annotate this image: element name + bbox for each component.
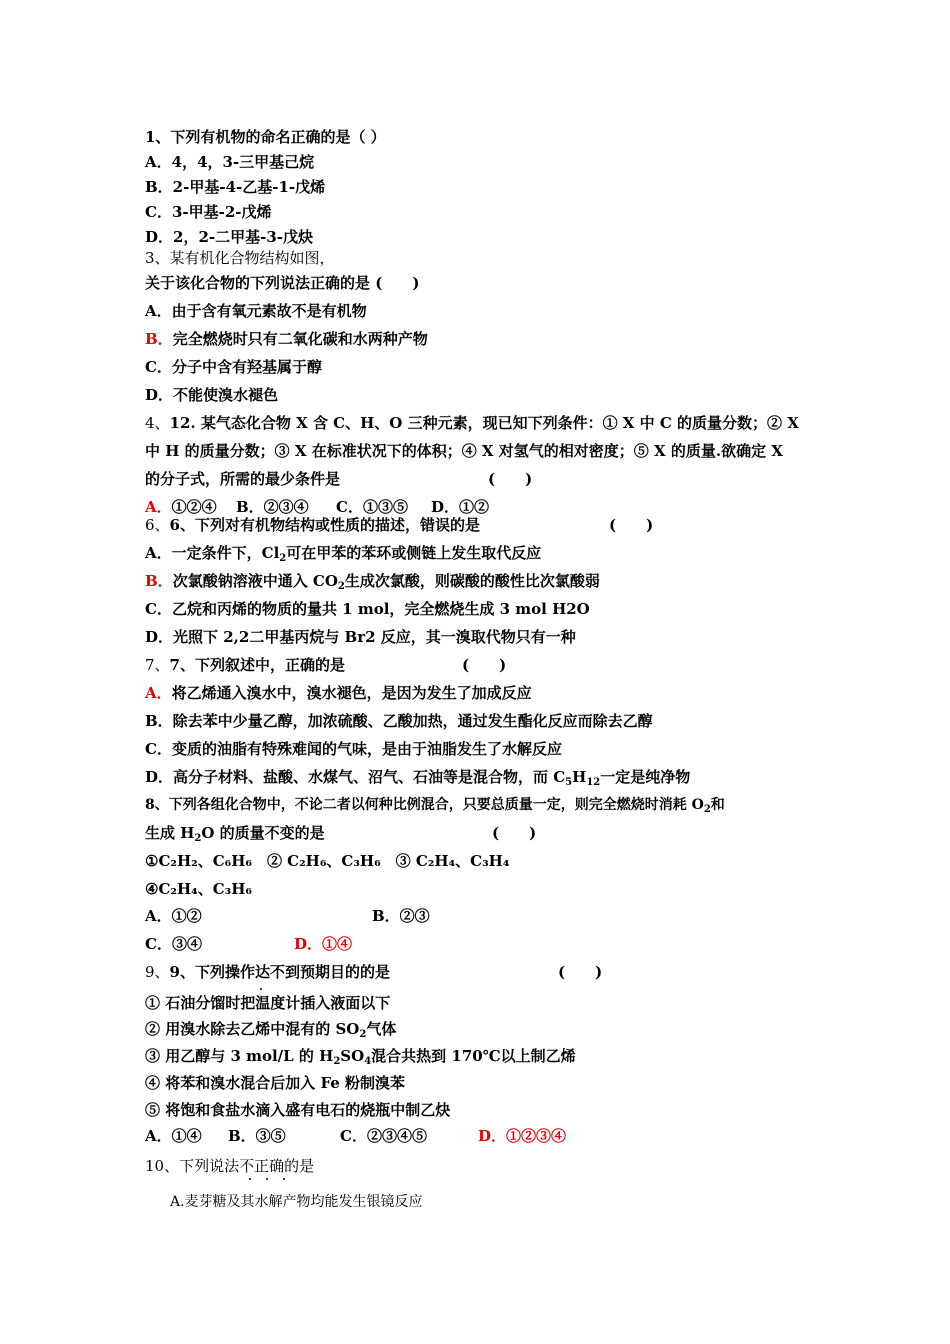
q9-statement-2-post: 气体: [366, 1020, 397, 1038]
q8-stem-line2-pre: 生成 H: [145, 824, 195, 842]
q7-option-b: B．除去苯中少量乙醇，加浓硫酸、乙酸加热，通过发生酯化反应而除去乙醇: [145, 712, 653, 730]
q8-option-a: A．①②: [145, 907, 202, 925]
q7-answer-paren: ( ): [462, 656, 507, 674]
q1-option-c: C．3-甲基-2-戊烯: [145, 203, 272, 221]
q7-answer-marker: A．: [145, 684, 172, 702]
q9-option-a: A．①④: [145, 1127, 202, 1145]
q8-stem-line2-sub: 2: [194, 833, 202, 844]
q4-stem-text1: 12. 某气态化合物 X 含 C、H、O 三种元素，现已知下列条件：① X 中 C 的质量分数；② X: [169, 414, 799, 432]
q3-option-a: A．由于含有氧元素故不是有机物: [145, 302, 367, 320]
q9-statement-5: ⑤ 将饱和食盐水滴入盛有电石的烧瓶中制乙炔: [145, 1101, 451, 1119]
q7-option-d-post: 一定是纯净物: [600, 768, 691, 786]
q6-option-b-sub: 2: [337, 581, 345, 592]
q9-statement-3-sub2: 4: [364, 1056, 372, 1067]
q7-option-a-text: 将乙烯通入溴水中，溴水褪色，是因为发生了加成反应: [171, 684, 532, 702]
q6-stem-text: 6、下列对有机物结构或性质的描述，错误的是: [169, 516, 480, 534]
q7-option-c: C．变质的油脂有特殊难闻的气味，是由于油脂发生了水解反应: [145, 740, 562, 758]
q7-option-a: [145, 683, 532, 703]
q9-statement-2: [145, 1019, 396, 1045]
q8-groups-line2: ④C₂H₄、C₃H₆: [145, 880, 252, 898]
q8-option-b: B．②③: [372, 907, 430, 925]
q8-stem-line2-post: O 的质量不变的是: [201, 824, 325, 842]
q3-option-b-text: 完全燃烧时只有二氧化碳和水两种产物: [172, 330, 428, 348]
q7-option-d-sub2: 12: [586, 777, 601, 788]
q6-answer-marker: B．: [145, 572, 173, 590]
q7-option-d-pre: D．高分子材料、盐酸、水煤气、沼气、石油等是混合物，而 C: [145, 768, 566, 786]
q4-answer-marker: A．: [145, 498, 172, 516]
q9-statement-2-pre: ② 用溴水除去乙烯中混有的 SO: [145, 1020, 360, 1038]
q4-option-a: ①②④: [171, 498, 217, 516]
q9-option-d: D．①②③④: [478, 1127, 567, 1145]
q4-number: 4、: [145, 414, 170, 432]
q9-option-b: B．③⑤: [228, 1127, 286, 1145]
q9-option-c: C．②③④⑤: [340, 1127, 427, 1145]
q8-stem-line1: [145, 795, 725, 820]
q6-option-a-sub: 2: [279, 553, 287, 564]
q9-statement-3-post: 混合共热到 170℃以上制乙烯: [371, 1047, 576, 1065]
q8-stem-line1-sub: 2: [703, 804, 711, 815]
q6-option-a: [145, 543, 541, 569]
q4-option-b: B．②③④: [236, 498, 309, 516]
q6-answer-paren: ( ): [609, 516, 654, 534]
q8-stem-line1-pre: 8、下列各组化合物中，不论二者以何种比例混合，只要总质量一定，则完全燃烧时消耗 O: [145, 797, 704, 813]
q1-option-d: D．2，2-二甲基-3-戊炔: [145, 228, 313, 246]
q3-option-d: D．不能使溴水褪色: [145, 386, 279, 404]
q8-option-c: C．③④: [145, 935, 202, 953]
q6-option-b-post: 生成次氯酸，则碳酸的酸性比次氯酸弱: [344, 572, 600, 590]
q3-option-b: [145, 329, 428, 349]
q8-stem-line1-post: 和: [710, 797, 725, 813]
q9-stem: 9、9、下列操作达不到预期目的的是: [145, 963, 390, 981]
q8-stem-line2: [145, 823, 325, 849]
q3-stem-line2: 关于该化合物的下列说法正确的是 ( ): [145, 274, 420, 292]
q9-stem-text: 9、下列操作达不到预期目的的是: [169, 963, 390, 981]
q10-option-a: A.麦芽糖及其水解产物均能发生银镜反应: [170, 1194, 423, 1210]
q7-option-d-sub1: 5: [565, 777, 573, 788]
q7-stem-text: 7、下列叙述中，正确的是: [169, 656, 345, 674]
q1-option-b: B．2-甲基-4-乙基-1-戊烯: [145, 178, 326, 196]
emphasis-dot: [266, 1178, 268, 1180]
q9-statement-3: [145, 1046, 576, 1072]
q8-groups-line1: ①C₂H₂、C₆H₆ ② C₂H₆、C₃H₆ ③ C₂H₄、C₃H₄: [145, 852, 510, 870]
q4-stem-line3: 的分子式，所需的最少条件是: [145, 470, 341, 488]
emphasis-dot: [249, 1178, 251, 1180]
q6-option-d: D．光照下 2,2二甲基丙烷与 Br2 反应，其一溴取代物只有一种: [145, 628, 576, 646]
q4-stem-line1: [145, 413, 799, 433]
q8-option-d: D．①④: [294, 935, 353, 953]
q7-option-d-mid: H: [572, 768, 587, 786]
q3-answer-marker: B．: [145, 330, 173, 348]
q4-options: [145, 497, 217, 517]
q10-stem: 10、下列说法不正确的是: [145, 1157, 315, 1175]
q6-option-b-pre: 次氯酸钠溶液中通入 CO: [172, 572, 338, 590]
emphasis-dot: [283, 1178, 285, 1180]
q3-stem-line1: 3、某有机化合物结构如图，: [145, 249, 335, 267]
q9-answer-paren: ( ): [558, 963, 603, 981]
q1-stem: 1、下列有机物的命名正确的是（ ）: [145, 128, 386, 146]
q4-answer-paren: ( ): [488, 470, 533, 488]
q9-statement-3-pre: ③ 用乙醇与 3 mol/L 的 H: [145, 1047, 334, 1065]
q9-statement-3-mid: SO: [340, 1047, 365, 1065]
q9-statement-2-sub: 2: [359, 1029, 367, 1040]
q4-stem-line2: 中 H 的质量分数；③ X 在标准状况下的体积；④ X 对氢气的相对密度；⑤ X 的质量.欲确定 X: [145, 442, 783, 460]
q4-option-c: C．①③⑤: [336, 498, 408, 516]
q4-option-d: D．①②: [431, 498, 490, 516]
q6-option-b: [145, 571, 600, 597]
q9-statement-3-sub1: 2: [333, 1056, 341, 1067]
q9-statement-1: ① 石油分馏时把温度计插入液面以下: [145, 994, 391, 1012]
q6-option-c: C．乙烷和丙烯的物质的量共 1 mol，完全燃烧生成 3 mol H2O: [145, 600, 590, 618]
q7-stem: 7、7、下列叙述中，正确的是: [145, 656, 345, 674]
q9-statement-4: ④ 将苯和溴水混合后加入 Fe 粉制溴苯: [145, 1074, 406, 1092]
q6-option-a-pre: A．一定条件下，Cl: [145, 544, 280, 562]
q6-option-a-post: 可在甲苯的苯环或侧链上发生取代反应: [286, 544, 542, 562]
q1-option-a: A．4，4，3-三甲基己烷: [145, 153, 315, 171]
q3-option-c: C．分子中含有羟基属于醇: [145, 358, 322, 376]
emphasis-dot: [260, 988, 262, 990]
q8-answer-paren: ( ): [492, 824, 537, 842]
q7-option-d: [145, 767, 690, 793]
q6-stem: 6、6、下列对有机物结构或性质的描述，错误的是: [145, 516, 480, 534]
